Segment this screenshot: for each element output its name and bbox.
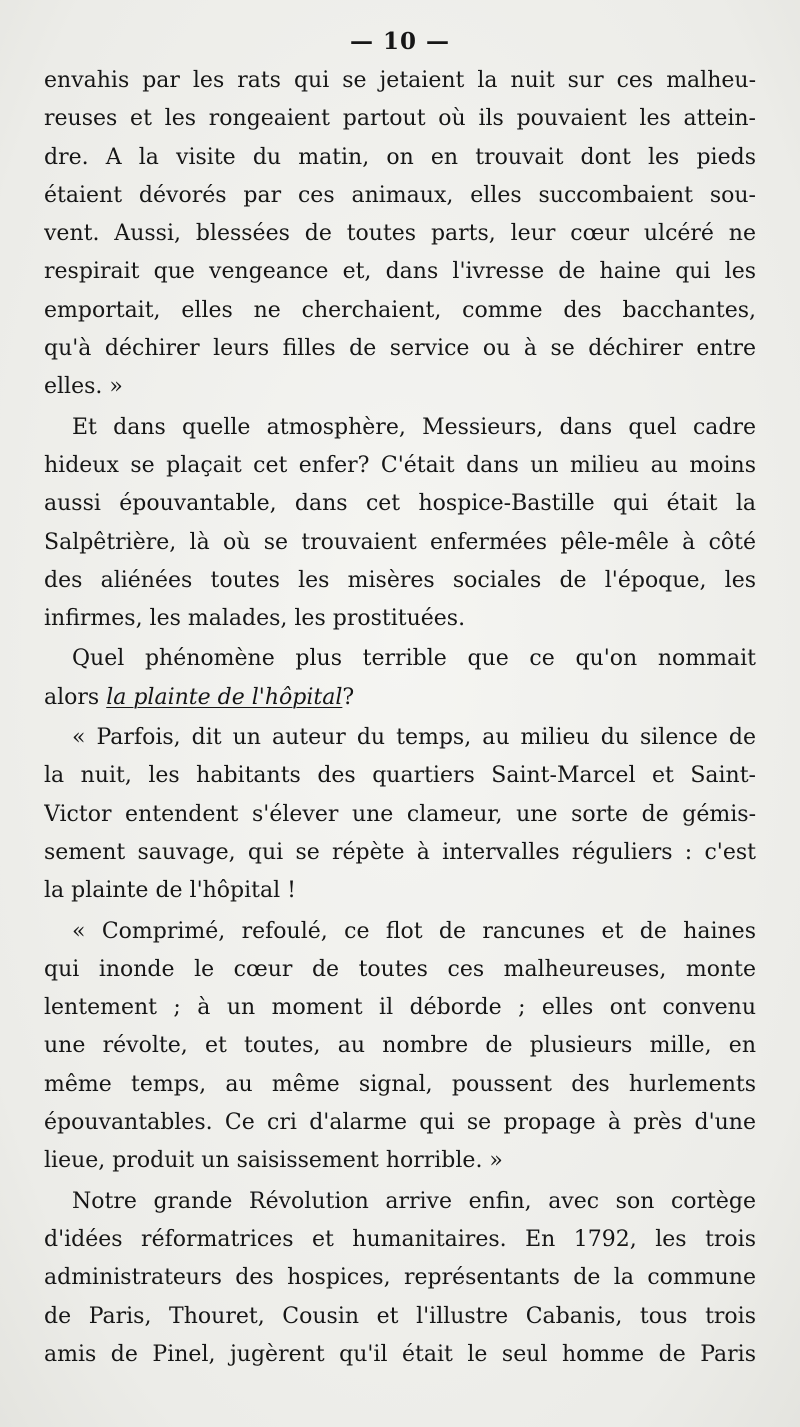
text-line: qu'à déchirer leurs filles de service ou à se déchirer entre [44,336,756,362]
text-line: qui inonde le cœur de toutes ces malheureuses, monte [44,956,756,982]
text-line: respirait que vengeance et, dans l'ivresse de haine qui les [44,259,756,285]
text-line: des aliénées toutes les misères sociales de l'époque, les [44,567,756,593]
text-line: lentement ; à un moment il déborde ; elles ont convenu [44,995,756,1021]
text-line: Victor entendent s'élever une clameur, une sorte de gémis- [44,801,756,827]
page-number: — 10 — [349,28,451,55]
text-line: épouvantables. Ce cri d'alarme qui se propage à près d'une [44,1110,756,1136]
text-line: elles. » [44,374,123,400]
text-line: « Parfois, dit un auteur du temps, au milieu du silence de [72,725,756,751]
text-line: aussi épouvantable, dans cet hospice-Bastille qui était la [44,491,756,517]
paragraph-4 [44,719,756,910]
text-line: amis de Pinel, jugèrent qu'il était le seul homme de Paris [44,1341,756,1367]
text-fragment: alors [44,684,107,710]
text-line: « Comprimé, refoulé, ce flot de rancunes et de haines [72,918,756,944]
text-line: infirmes, les malades, les prostituées. [44,606,466,632]
text-line: hideux se plaçait cet enfer? C'était dans un milieu au moins [44,452,756,478]
paragraph-3 [44,640,756,717]
text-line: la nuit, les habitants des quartiers Saint-Marcel et Saint- [44,763,756,789]
text-line: une révolte, et toutes, au nombre de plusieurs mille, en [44,1033,756,1059]
text-line: Quel phénomène plus terrible que ce qu'on nommait [72,646,756,672]
text-line: reuses et les rongeaient partout où ils pouvaient les attein- [44,106,756,132]
paragraph-5 [44,913,756,1181]
text-line: administrateurs des hospices, représentants de la commune [44,1265,756,1291]
paragraph-6 [44,1183,756,1374]
text-line: Et dans quelle atmosphère, Messieurs, dans quel cadre [72,414,756,440]
text-line: sement sauvage, qui se répète à intervalles réguliers : c'est [44,839,756,865]
text-line: envahis par les rats qui se jetaient la nuit sur ces malheu- [44,68,756,93]
text-line: d'idées réformatrices et humanitaires. En 1792, les trois [44,1226,756,1252]
text-line: lieue, produit un saisissement horrible. » [44,1148,503,1174]
text-line: la plainte de l'hôpital ! [44,878,296,904]
text-fragment: ? [342,684,355,710]
text-line: emportait, elles ne cherchaient, comme des bacchantes, [44,297,756,323]
text-line: vent. Aussi, blessées de toutes parts, leur cœur ulcéré ne [44,221,756,247]
paragraph-2 [44,409,756,639]
text-line: dre. A la visite du matin, on en trouvait dont les pieds [44,144,756,170]
text-line [44,679,756,717]
text-line: même temps, au même signal, poussent des hurlements [44,1071,756,1097]
text-line: Notre grande Révolution arrive enfin, avec son cortège [72,1188,756,1214]
paragraph-1 [44,62,756,407]
text-line: étaient dévorés par ces animaux, elles succombaient sou- [44,182,756,208]
text-line: Salpêtrière, là où se trouvaient enfermées pêle-mêle à côté [44,529,756,555]
italic-phrase: la plainte de l'hôpital [106,684,343,710]
text-line: de Paris, Thouret, Cousin et l'illustre Cabanis, tous trois [44,1303,756,1329]
